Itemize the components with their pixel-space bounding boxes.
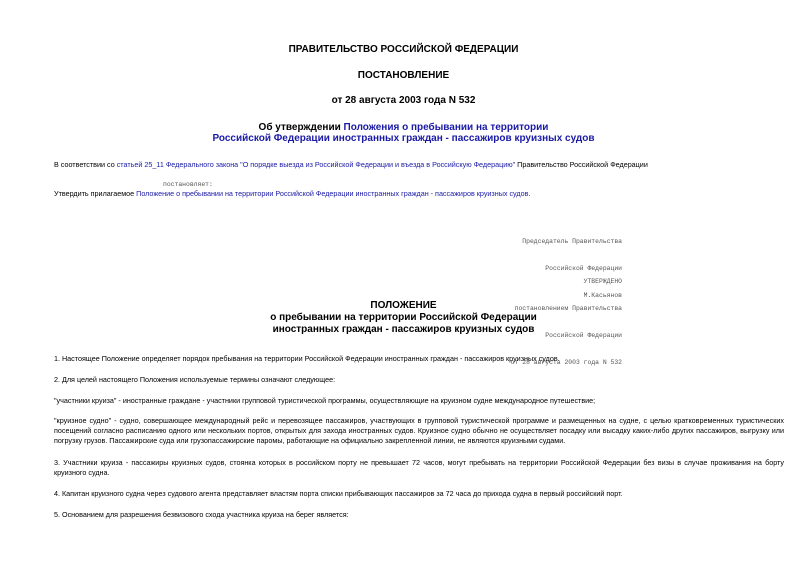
preamble-text-end: Правительство Российской Федерации [515, 160, 648, 169]
approved-by: постановлением Правительства [514, 305, 622, 312]
approve-text-end: . [528, 189, 531, 198]
preamble-text-start: В соответствии со [54, 160, 117, 169]
approve-text-start: Утвердить прилагаемое [54, 189, 137, 198]
regulation-title-1: ПОЛОЖЕНИЕ [370, 300, 437, 311]
regulation-title [0, 300, 807, 336]
signature-position: Председатель Правительства [522, 238, 622, 245]
date-number-heading: от 28 августа 2003 года N 532 [331, 95, 476, 106]
title-link-line2[interactable]: Российской Федерации иностранных граждан - пассажиров круизных судов [212, 133, 595, 144]
approve-statement [54, 189, 774, 199]
law-article-link[interactable]: статьей 25_11 Федерального закона "О порядке выезда из Российской Федерации и въезда в Российскую Федерацию" [116, 160, 516, 169]
signature-name: М.Касьянов [583, 292, 622, 299]
signature-country: Российской Федерации [545, 265, 622, 272]
decree-word: постановляет: [163, 181, 213, 188]
title-prefix: Об утверждении [258, 122, 344, 133]
paragraph-4: "круизное судно" - судно, совершающее международный рейс и перевозящее пассажиров, участвующих в групповой туристической программе и размещенных на судне, с целью кратковременных туристических посещений согласно расписанию одного или нескольких портов, открытых для захода иностранных судов. Круизное судно обычно не осуществляет посадку или высадку каких-либо других пассажиров, выгрузку или погрузку грузов. Пассажирские суда или грузопассажирские паромы, работающие на официально закрепленной линии, не являются круизными судами. [54, 416, 784, 445]
doc-type-heading: ПОСТАНОВЛЕНИЕ [357, 70, 450, 81]
approved-date: от 28 августа 2003 года N 532 [510, 359, 622, 366]
paragraph-3: "участники круиза" - иностранные граждане - участники групповой туристической программы, осуществляющие на круизном судне международное путешествие; [54, 396, 596, 405]
preamble [54, 160, 774, 170]
paragraph-7: 5. Основанием для разрешения безвизового схода участника круиза на берег является: [54, 510, 349, 519]
approved-country: Российской Федерации [545, 332, 622, 339]
paragraph-1: 1. Настоящее Положение определяет порядок пребывания на территории Российской Федерации иностранных граждан - пассажиров круизных судов. [54, 354, 560, 363]
regulation-link[interactable]: Положение о пребывании на территории Российской Федерации иностранных граждан - пассажиров круизных судов [136, 189, 529, 198]
approved-word: УТВЕРЖДЕНО [583, 278, 622, 285]
paragraph-5: 3. Участники круиза - пассажиры круизных судов, стоянка которых в российском порту не превышает 72 часов, могут пребывать на территории Российской Федерации без визы в случае проживания на борту круизного судна. [54, 458, 784, 477]
government-heading: ПРАВИТЕЛЬСТВО РОССИЙСКОЙ ФЕДЕРАЦИИ [288, 44, 519, 55]
document-title [0, 122, 807, 144]
paragraph-6: 4. Капитан круизного судна через судового агента представляет властям порта списки прибывающих пассажиров за 72 часа до прихода судна в первый российский порт. [54, 489, 623, 498]
paragraph-2: 2. Для целей настоящего Положения используемые термины означают следующее: [54, 375, 336, 384]
regulation-title-2: о пребывании на территории Российской Федерации [270, 312, 537, 323]
regulation-title-3: иностранных граждан - пассажиров круизных судов [272, 324, 535, 335]
title-link-line1[interactable]: Положения о пребывании на территории [343, 122, 549, 133]
